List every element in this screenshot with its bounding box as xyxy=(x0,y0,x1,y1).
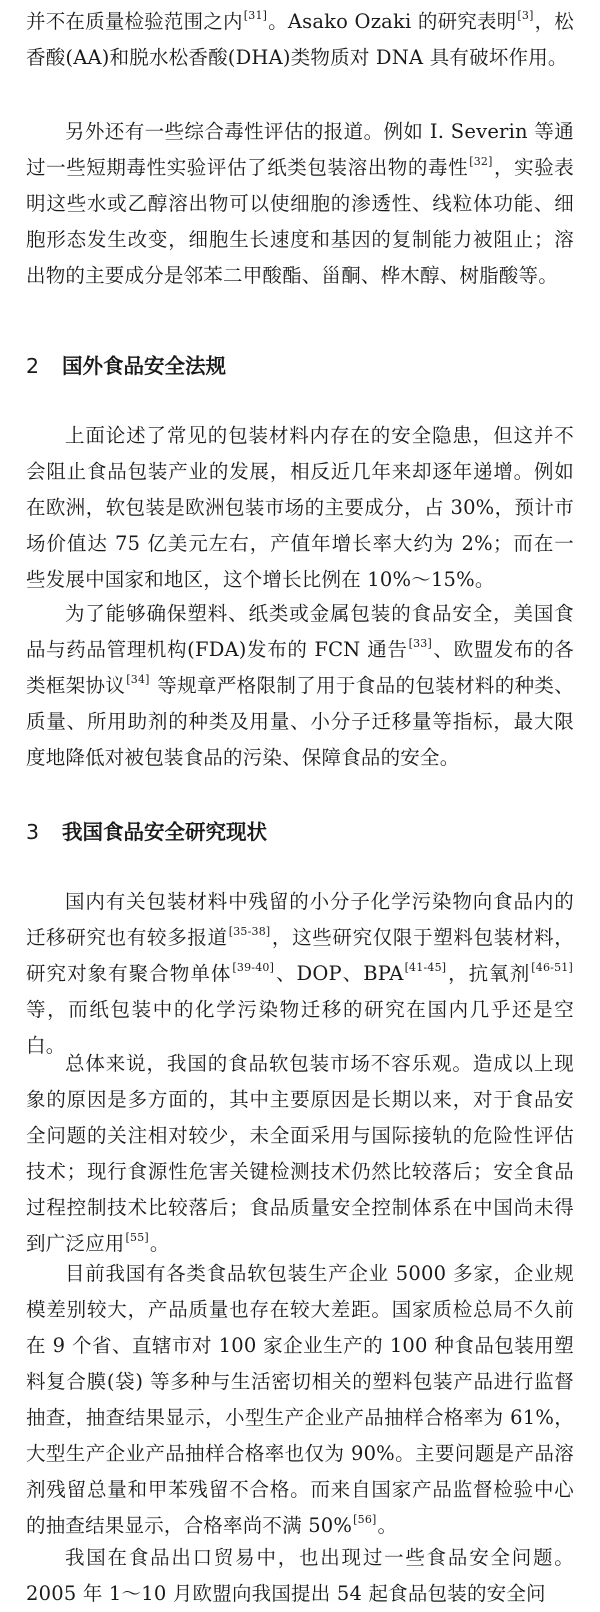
paragraph-market: 上面论述了常见的包装材料内存在的安全隐患，但这并不会阻止食品包装产业的发展，相反近几年来却逐年递增。例如在欧洲，软包装是欧洲包装市场的主要成分，占 30%，预计市场价值达 75 亿美元左右，产值年增长率大约为 2%；而在一些发展中国家和地区，这个增长比例在 10%～15%。 xyxy=(26,424,574,591)
citation: [39-40] xyxy=(232,961,275,975)
paragraph-continued: 并不在质量检验范围之内[31]。Asako Ozaki 的研究表明[3]，松香酸(AA)和脱水松香酸(DHA)类物质对 DNA 具有破坏作用。 xyxy=(26,9,574,69)
paragraph-export-trade: 我国在食品出口贸易中，也出现过一些食品安全问题。2005 年 1～10 月欧盟向我国提出 54 起食品包装的安全问 xyxy=(26,1546,574,1605)
paragraph-enterprises: 目前我国有各类食品软包装生产企业 5000 多家，企业规模差别较大，产品质量也存在较大差距。国家质检总局不久前在 9 个省、直辖市对 100 家企业生产的 100 种食品包装用塑料复合膜(袋) 等多种与生活密切相关的塑料包装产品进行监督抽查，抽查结果显示，小型生产企业产品抽样合格率为 61%，大型生产企业产品抽样合格率也仅为 90%。主要问题是产品溶剂残留总量和甲苯残留不合格。而来自国家产品监督检验中心的抽查结果显示，合格率尚不满 50%[56]。 xyxy=(26,1262,574,1537)
section-heading-2: 2 国外食品安全法规 xyxy=(26,354,226,378)
citation: [56] xyxy=(353,1513,377,1527)
citation: [3] xyxy=(517,9,534,23)
paragraph-toxicity: 另外还有一些综合毒性评估的报道。例如 I. Severin 等通过一些短期毒性实验评估了纸类包装溶出物的毒性[32]，实验表明这些水或乙醇溶出物可以使细胞的渗透性、线粒体功能、细胞形态发生改变，细胞生长速度和基因的复制能力被阻止；溶出物的主要成分是邻苯二甲酸酯、甾酮、桦木醇、树脂酸等。 xyxy=(26,120,574,287)
citation: [41-45] xyxy=(404,961,447,975)
section-heading-3: 3 我国食品安全研究现状 xyxy=(26,820,267,844)
citation: [34] xyxy=(126,673,150,687)
citation: [46-51] xyxy=(531,961,573,975)
paragraph-domestic-research: 国内有关包装材料中残留的小分子化学污染物向食品内的迁移研究也有较多报道[35-38]，这些研究仅限于塑料包装材料，研究对象有聚合物单体[39-40]、DOP、BPA[41-45]，抗氧剂[46-51] 等，而纸包装中的化学污染物迁移的研究在国内几乎还是空白。 xyxy=(26,890,574,1057)
paragraph-market-outlook: 总体来说，我国的食品软包装市场不容乐观。造成以上现象的原因是多方面的，其中主要原因是长期以来，对于食品安全问题的关注相对较少，未全面采用与国际接轨的危险性评估技术；现行食源性危害关键检测技术仍然比较落后；安全食品过程控制技术比较落后；食品质量安全控制体系在中国尚未得到广泛应用[55]。 xyxy=(26,1052,574,1255)
paragraph-regulations: 为了能够确保塑料、纸类或金属包装的食品安全，美国食品与药品管理机构(FDA)发布的 FCN 通告[33]、欧盟发布的各类框架协议[34] 等规章严格限制了用于食品的包装材料的种类、质量、所用助剂的种类及用量、小分子迁移量等指标，最大限度地降低对被包装食品的污染、保障食品的安全。 xyxy=(26,602,574,769)
citation: [31] xyxy=(243,9,268,23)
citation: [32] xyxy=(469,155,493,169)
citation: [55] xyxy=(125,1231,149,1245)
citation: [33] xyxy=(408,637,432,651)
citation: [35-38] xyxy=(228,925,271,939)
